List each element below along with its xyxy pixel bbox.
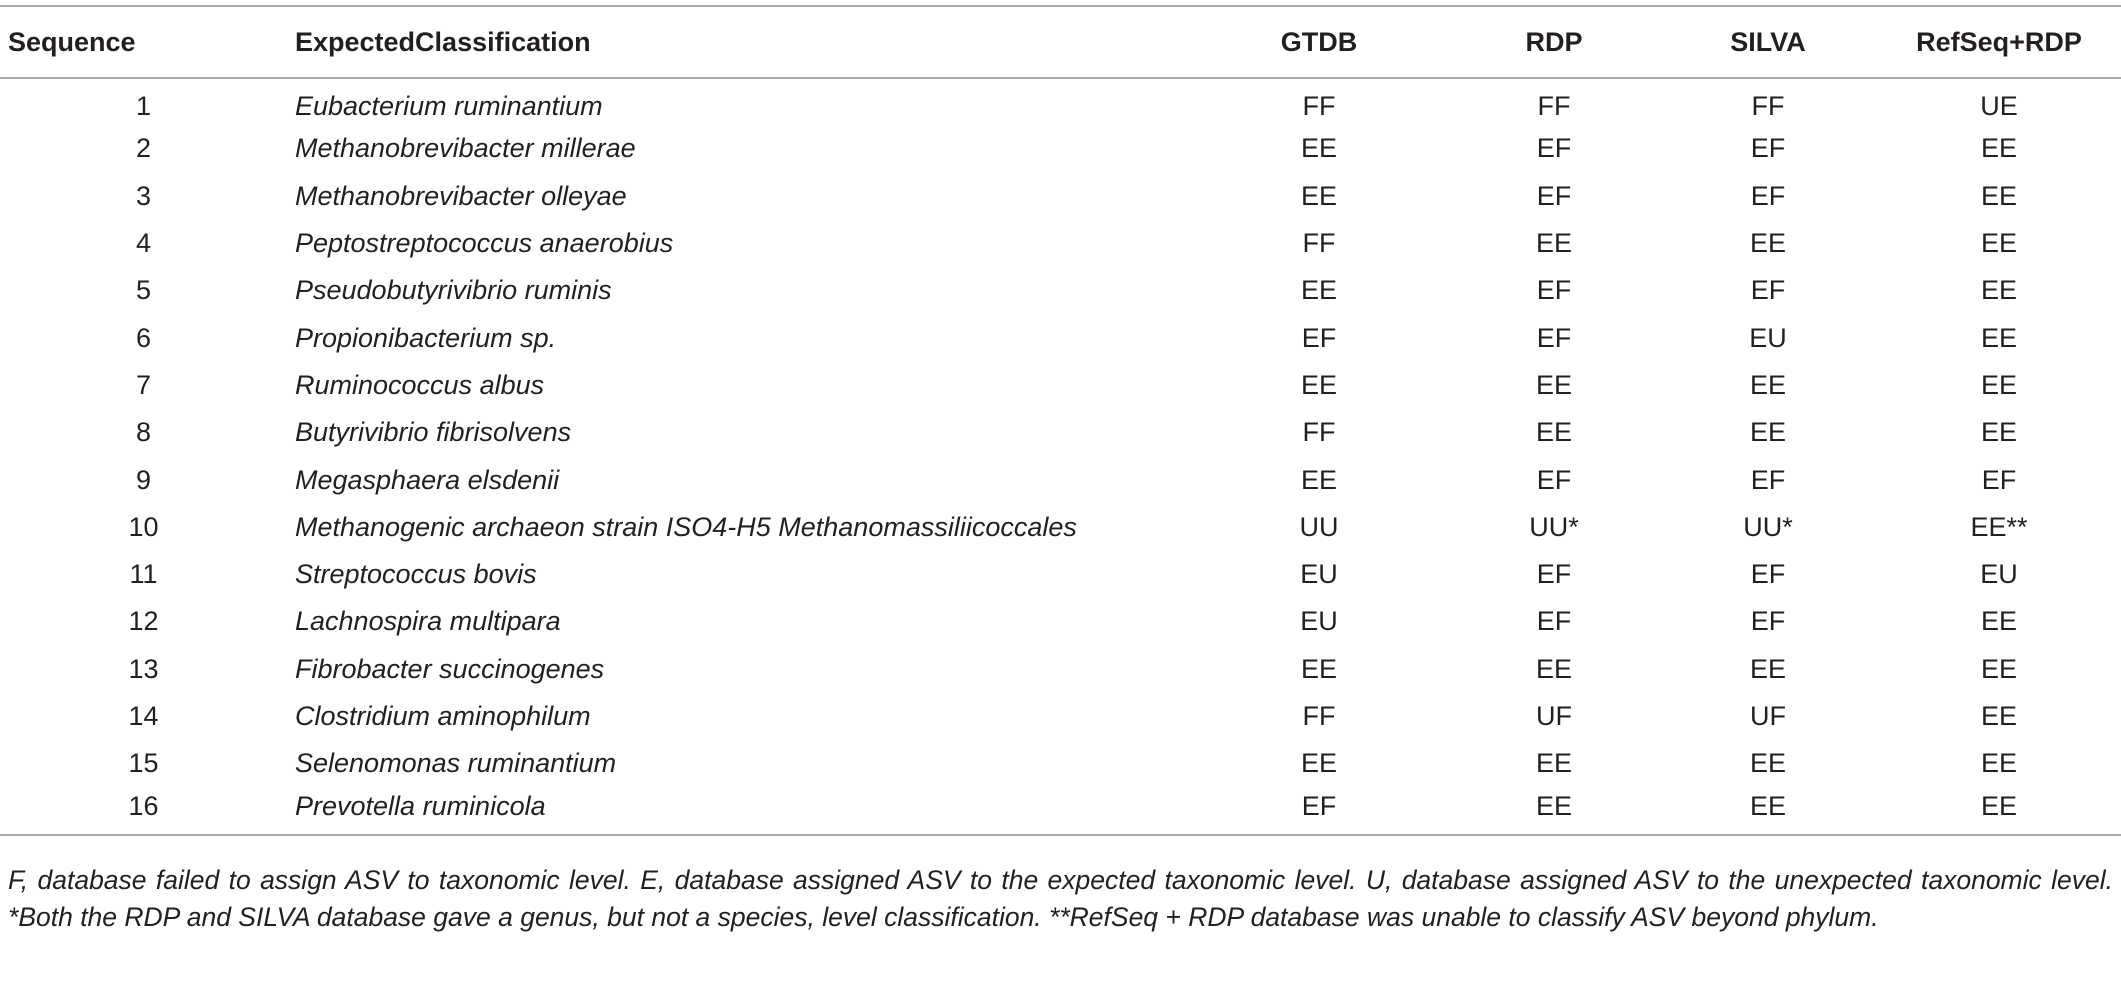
sequence-cell: 3	[135, 180, 152, 211]
gtdb-cell: FF	[1302, 91, 1336, 122]
table-row	[0, 456, 2121, 503]
refseq-rdp-cell: EE	[1980, 417, 2018, 448]
silva-cell: EF	[1750, 606, 1786, 637]
rdp-cell: EF	[1536, 464, 1572, 495]
table-row	[0, 78, 2121, 125]
rdp-cell: EF	[1536, 559, 1572, 590]
rdp-cell: EF	[1536, 133, 1572, 164]
rdp-cell: UU*	[1529, 511, 1579, 542]
expected-classification-cell: Methanogenic archaeon strain ISO4-H5 Methanomassiliicoccales	[295, 511, 1077, 542]
refseq-rdp-cell: EE**	[1970, 511, 2028, 542]
rdp-cell: EE	[1535, 748, 1573, 779]
expected-classification-cell: Eubacterium ruminantium	[295, 91, 603, 122]
rdp-cell: EE	[1535, 653, 1573, 684]
refseq-rdp-cell: EF	[1981, 464, 2017, 495]
expected-classification-cell: Propionibacterium sp.	[295, 322, 557, 353]
table-row	[0, 125, 2121, 172]
rdp-cell: EE	[1535, 369, 1573, 400]
expected-classification-cell: Fibrobacter succinogenes	[295, 653, 605, 684]
silva-cell: EF	[1750, 133, 1786, 164]
table-row	[0, 314, 2121, 361]
silva-cell: EE	[1749, 748, 1787, 779]
sequence-cell: 4	[135, 228, 152, 259]
table-row	[0, 787, 2121, 834]
silva-cell: UF	[1750, 701, 1786, 731]
table-footnote: F, database failed to assign ASV to taxonomic level. E, database assigned ASV to the expected taxonomic level. U, database assigned ASV to the unexpected taxonomic level. *Both the RDP and SILVA database gave a genus, but not a species, level classification. **RefSeq + RDP database was unable to classify ASV beyond phylum.	[8, 865, 2113, 932]
sequence-cell: 6	[135, 322, 152, 353]
table-row	[0, 646, 2121, 693]
silva-cell: EF	[1750, 464, 1786, 495]
refseq-rdp-cell: EE	[1980, 228, 2018, 259]
sequence-cell: 11	[129, 559, 158, 590]
rdp-cell: FF	[1537, 91, 1571, 122]
table-row	[0, 267, 2121, 314]
sequence-cell: 2	[135, 133, 152, 164]
sequence-cell: 14	[128, 701, 159, 731]
silva-cell: EE	[1749, 369, 1787, 400]
gtdb-cell: EU	[1300, 606, 1338, 637]
refseq-rdp-cell: EE	[1980, 180, 2018, 211]
expected-classification-cell: Prevotella ruminicola	[295, 791, 546, 822]
gtdb-cell: EF	[1301, 322, 1337, 353]
rdp-cell: EF	[1536, 606, 1572, 637]
rdp-cell: EE	[1535, 791, 1573, 822]
expected-classification-cell: Methanobrevibacter olleyae	[295, 180, 627, 211]
expected-classification-cell: Peptostreptococcus anaerobius	[295, 228, 674, 259]
expected-classification-cell: Lachnospira multipara	[295, 606, 561, 637]
expected-classification-cell: Streptococcus bovis	[295, 559, 537, 590]
sequence-cell: 13	[128, 653, 159, 684]
table-row	[0, 598, 2121, 645]
sequence-cell: 15	[128, 748, 159, 779]
classification-table	[0, 5, 2121, 836]
gtdb-cell: EU	[1300, 559, 1338, 590]
table-row	[0, 551, 2121, 598]
table-row	[0, 740, 2121, 787]
silva-cell: EF	[1750, 275, 1786, 306]
header-refseq-rdp: RefSeq+RDP	[1877, 6, 2121, 78]
sequence-cell: 10	[128, 511, 159, 542]
rdp-cell: EF	[1536, 322, 1572, 353]
silva-cell: EF	[1750, 559, 1786, 590]
gtdb-cell: EF	[1301, 791, 1337, 822]
table-body	[0, 78, 2121, 835]
rdp-cell: UF	[1536, 701, 1572, 731]
sequence-cell: 5	[135, 275, 152, 306]
refseq-rdp-cell: EE	[1980, 653, 2018, 684]
silva-cell: EU	[1749, 322, 1787, 353]
gtdb-cell: EE	[1300, 180, 1338, 211]
gtdb-cell: EE	[1300, 369, 1338, 400]
table-row	[0, 173, 2121, 220]
refseq-rdp-cell: EU	[1980, 559, 2018, 590]
expected-classification-cell: Selenomonas ruminantium	[295, 748, 617, 779]
gtdb-cell: FF	[1302, 417, 1336, 448]
refseq-rdp-cell: EE	[1980, 369, 2018, 400]
sequence-cell: 9	[135, 464, 152, 495]
rdp-cell: EF	[1536, 275, 1572, 306]
silva-cell: FF	[1751, 91, 1785, 122]
header-expected-classification: ExpectedClassification	[287, 6, 1189, 78]
gtdb-cell: EE	[1300, 275, 1338, 306]
silva-cell: UU*	[1743, 511, 1793, 542]
rdp-cell: EF	[1536, 180, 1572, 211]
table-row	[0, 693, 2121, 740]
rdp-cell: EE	[1535, 228, 1573, 259]
silva-cell: EF	[1750, 180, 1786, 211]
silva-cell: EE	[1749, 417, 1787, 448]
table-row	[0, 220, 2121, 267]
table-row	[0, 409, 2121, 456]
gtdb-cell: FF	[1302, 228, 1336, 259]
silva-cell: EE	[1749, 791, 1787, 822]
table-row	[0, 362, 2121, 409]
header-gtdb: GTDB	[1189, 6, 1449, 78]
sequence-cell: 12	[128, 606, 159, 637]
expected-classification-cell: Megasphaera elsdenii	[295, 464, 560, 495]
gtdb-cell: EE	[1300, 653, 1338, 684]
gtdb-cell: UU	[1299, 511, 1339, 542]
table-row	[0, 504, 2121, 551]
gtdb-cell: FF	[1302, 701, 1336, 731]
rdp-cell: EE	[1535, 417, 1573, 448]
header-silva: SILVA	[1659, 6, 1877, 78]
expected-classification-cell: Methanobrevibacter millerae	[295, 133, 636, 164]
refseq-rdp-cell: UE	[1980, 91, 2018, 122]
expected-classification-cell: Clostridium aminophilum	[295, 701, 591, 731]
sequence-cell: 1	[135, 91, 152, 122]
expected-classification-cell: Pseudobutyrivibrio ruminis	[295, 275, 612, 306]
gtdb-cell: EE	[1300, 133, 1338, 164]
refseq-rdp-cell: EE	[1980, 748, 2018, 779]
refseq-rdp-cell: EE	[1980, 322, 2018, 353]
header-sequence: Sequence	[0, 6, 287, 78]
refseq-rdp-cell: EE	[1980, 791, 2018, 822]
refseq-rdp-cell: EE	[1980, 275, 2018, 306]
refseq-rdp-cell: EE	[1980, 701, 2018, 731]
refseq-rdp-cell: EE	[1980, 133, 2018, 164]
expected-classification-cell: Ruminococcus albus	[295, 369, 545, 400]
refseq-rdp-cell: EE	[1980, 606, 2018, 637]
sequence-cell: 16	[128, 791, 159, 822]
sequence-cell: 7	[135, 369, 152, 400]
header-row	[0, 6, 2121, 78]
gtdb-cell: EE	[1300, 748, 1338, 779]
expected-classification-cell: Butyrivibrio fibrisolvens	[295, 417, 572, 448]
silva-cell: EE	[1749, 228, 1787, 259]
gtdb-cell: EE	[1300, 464, 1338, 495]
silva-cell: EE	[1749, 653, 1787, 684]
header-rdp: RDP	[1449, 6, 1659, 78]
sequence-cell: 8	[135, 417, 152, 448]
